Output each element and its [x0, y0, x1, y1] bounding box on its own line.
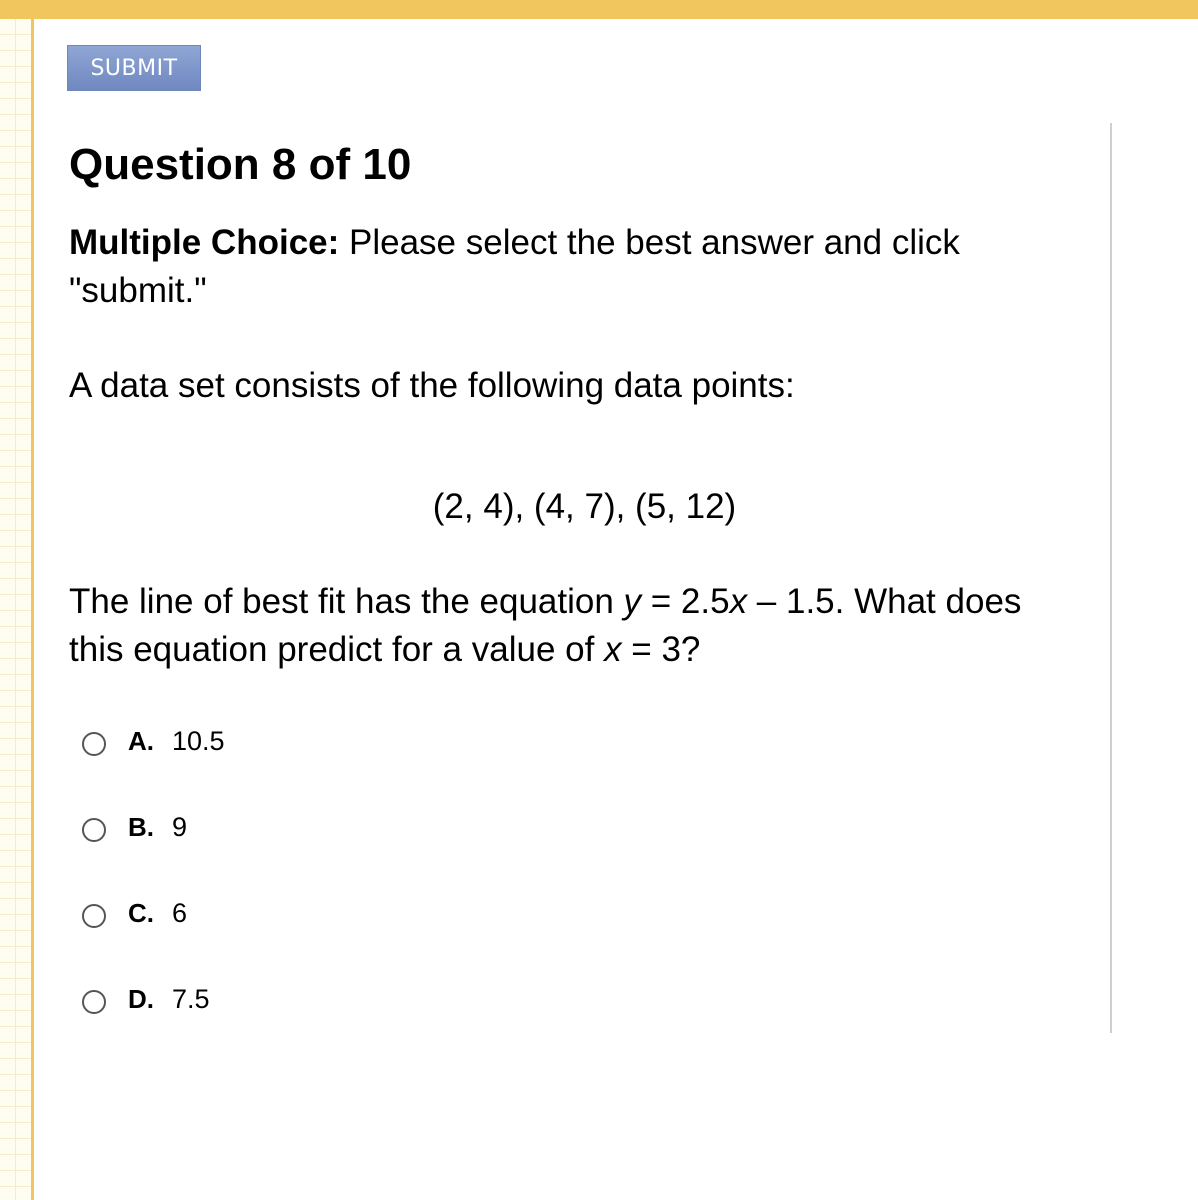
content-right-divider — [1110, 123, 1112, 1033]
answer-option-b[interactable] — [82, 809, 187, 845]
answer-option-d[interactable] — [82, 981, 210, 1017]
option-letter: C. — [128, 897, 154, 928]
instructions — [69, 219, 1069, 315]
variable-x: x — [729, 582, 748, 621]
variable-y: y — [623, 582, 642, 621]
radio-button-icon[interactable] — [82, 904, 106, 928]
question-prompt: A data set consists of the following data points: — [69, 366, 795, 405]
answer-option-a[interactable] — [82, 723, 225, 759]
question-title: Question 8 of 10 — [69, 140, 412, 189]
option-value: 6 — [172, 897, 188, 928]
option-letter: D. — [128, 983, 154, 1014]
option-letter: B. — [128, 811, 154, 842]
left-margin-strip — [0, 19, 31, 1200]
submit-button[interactable]: SUBMIT — [67, 45, 201, 91]
question-text-part: = 2.5 — [641, 582, 730, 621]
question-text-part: – 1.5. What does this equation predict for a value of — [69, 582, 1022, 669]
question-text-part: The line of best fit has the equation — [69, 582, 624, 621]
top-accent-bar — [0, 0, 1198, 19]
instructions-lead: Multiple Choice: — [69, 223, 340, 262]
option-value: 10.5 — [172, 725, 225, 756]
variable-x: x — [604, 630, 622, 669]
question-text-part: = 3? — [621, 630, 701, 669]
option-letter: A. — [128, 725, 154, 756]
option-value: 7.5 — [172, 983, 210, 1014]
data-points: (2, 4), (4, 7), (5, 12) — [432, 487, 737, 526]
option-value: 9 — [172, 811, 188, 842]
answer-option-c[interactable] — [82, 895, 187, 931]
left-accent-rule — [31, 0, 34, 1200]
radio-button-icon[interactable] — [82, 990, 106, 1014]
question-text — [69, 578, 1069, 674]
instructions-text: Please select the best answer and click "submit." — [69, 223, 960, 310]
radio-button-icon[interactable] — [82, 732, 106, 756]
radio-button-icon[interactable] — [82, 818, 106, 842]
